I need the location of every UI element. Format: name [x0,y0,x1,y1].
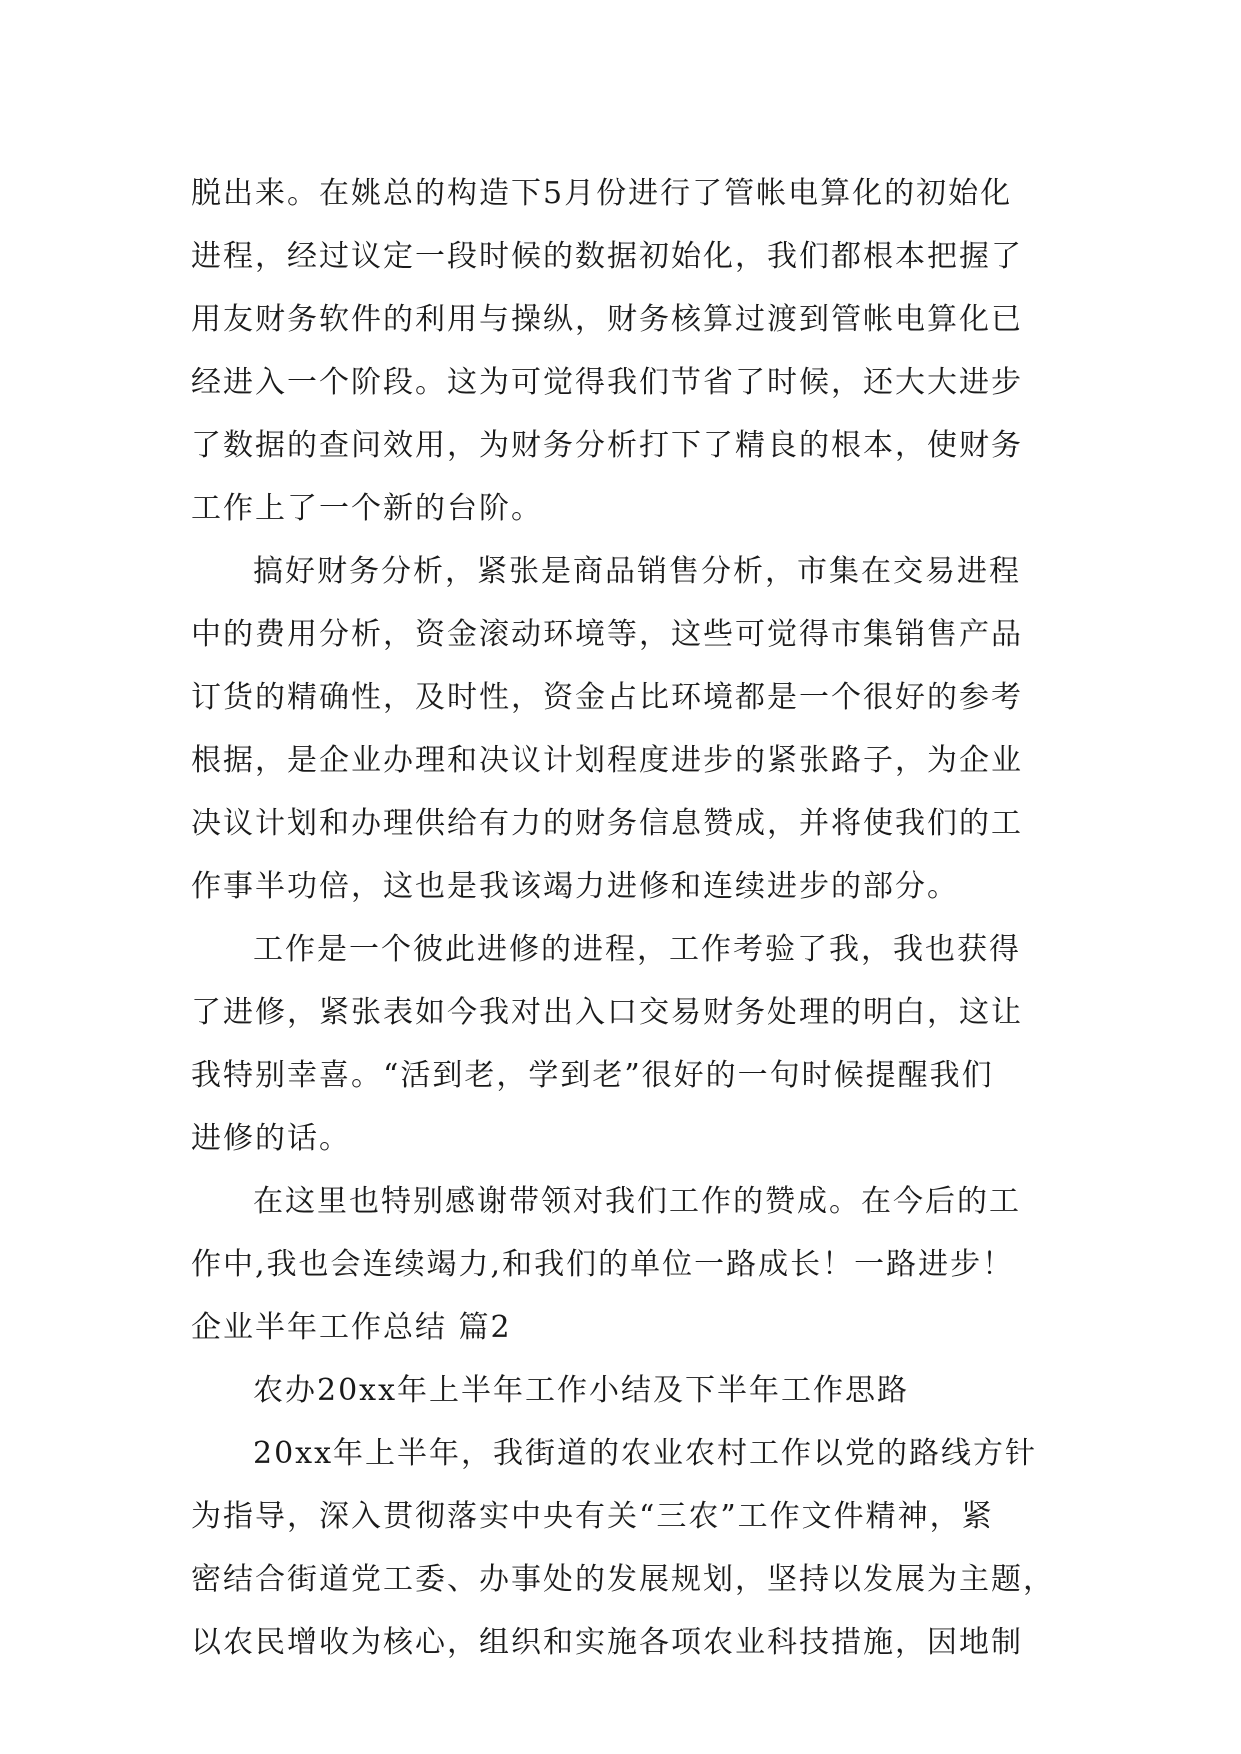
text-line: 订货的精确性，及时性，资金占比环境都是一个很好的参考 [191,680,1023,715]
text-line: 工作是一个彼此进修的进程，工作考验了我，我也获得 [253,932,1021,967]
text-line: 用友财务软件的利用与操纵，财务核算过渡到管帐电算化已 [191,302,1023,337]
text-line: 脱出来。在姚总的构造下5月份进行了管帐电算化的初始化 [191,176,1013,211]
paragraph-financial-analysis [191,540,1051,918]
text-line: 决议计划和办理供给有力的财务信息赞成，并将使我们的工 [191,806,1023,841]
paragraph-agriculture [191,1422,1055,1674]
text-line: 以农民增收为核心，组织和实施各项农业科技措施，因地制 [191,1625,1023,1660]
text-line: 在这里也特别感谢带领对我们工作的赞成。在今后的工 [253,1184,1021,1219]
text-line: 工作上了一个新的台阶。 [191,491,543,526]
section-heading: 企业半年工作总结 篇2 [191,1310,512,1345]
text-line: 20xx年上半年，我街道的农业农村工作以党的路线方针 [253,1436,1038,1471]
text-line: 为指导，深入贯彻落实中央有关“三农”工作文件精神，紧 [191,1499,994,1534]
text-line: 我特别幸喜。“活到老，学到老”很好的一句时候提醒我们 [191,1058,994,1093]
text-line: 密结合街道党工委、办事处的发展规划，坚持以发展为主题， [191,1562,1055,1597]
text-line: 了数据的查问效用，为财务分析打下了精良的根本，使财务 [191,428,1023,463]
text-line: 经进入一个阶段。这为可觉得我们节省了时候，还大大进步 [191,365,1023,400]
text-line: 根据，是企业办理和决议计划程度进步的紧张路子，为企业 [191,743,1023,778]
paragraph-computerization [191,162,1051,540]
text-line: 进修的话。 [191,1121,351,1156]
text-line: 进程，经过议定一段时候的数据初始化，我们都根本把握了 [191,239,1023,274]
paragraph-learning [191,918,1051,1170]
text-line: 搞好财务分析，紧张是商品销售分析，市集在交易进程 [253,554,1021,589]
text-line: 了进修，紧张表如今我对出入口交易财务处理的明白，这让 [191,995,1023,1030]
text-line: 中的费用分析，资金滚动环境等，这些可觉得市集销售产品 [191,617,1023,652]
article-title: 农办20xx年上半年工作小结及下半年工作思路 [253,1373,910,1408]
document-page [191,162,1055,1674]
text-line: 作事半功倍，这也是我该竭力进修和连续进步的部分。 [191,869,959,904]
paragraph-thanks [191,1170,1051,1296]
text-line: 作中,我也会连续竭力,和我们的单位一路成长！一路进步！ [191,1247,1015,1282]
